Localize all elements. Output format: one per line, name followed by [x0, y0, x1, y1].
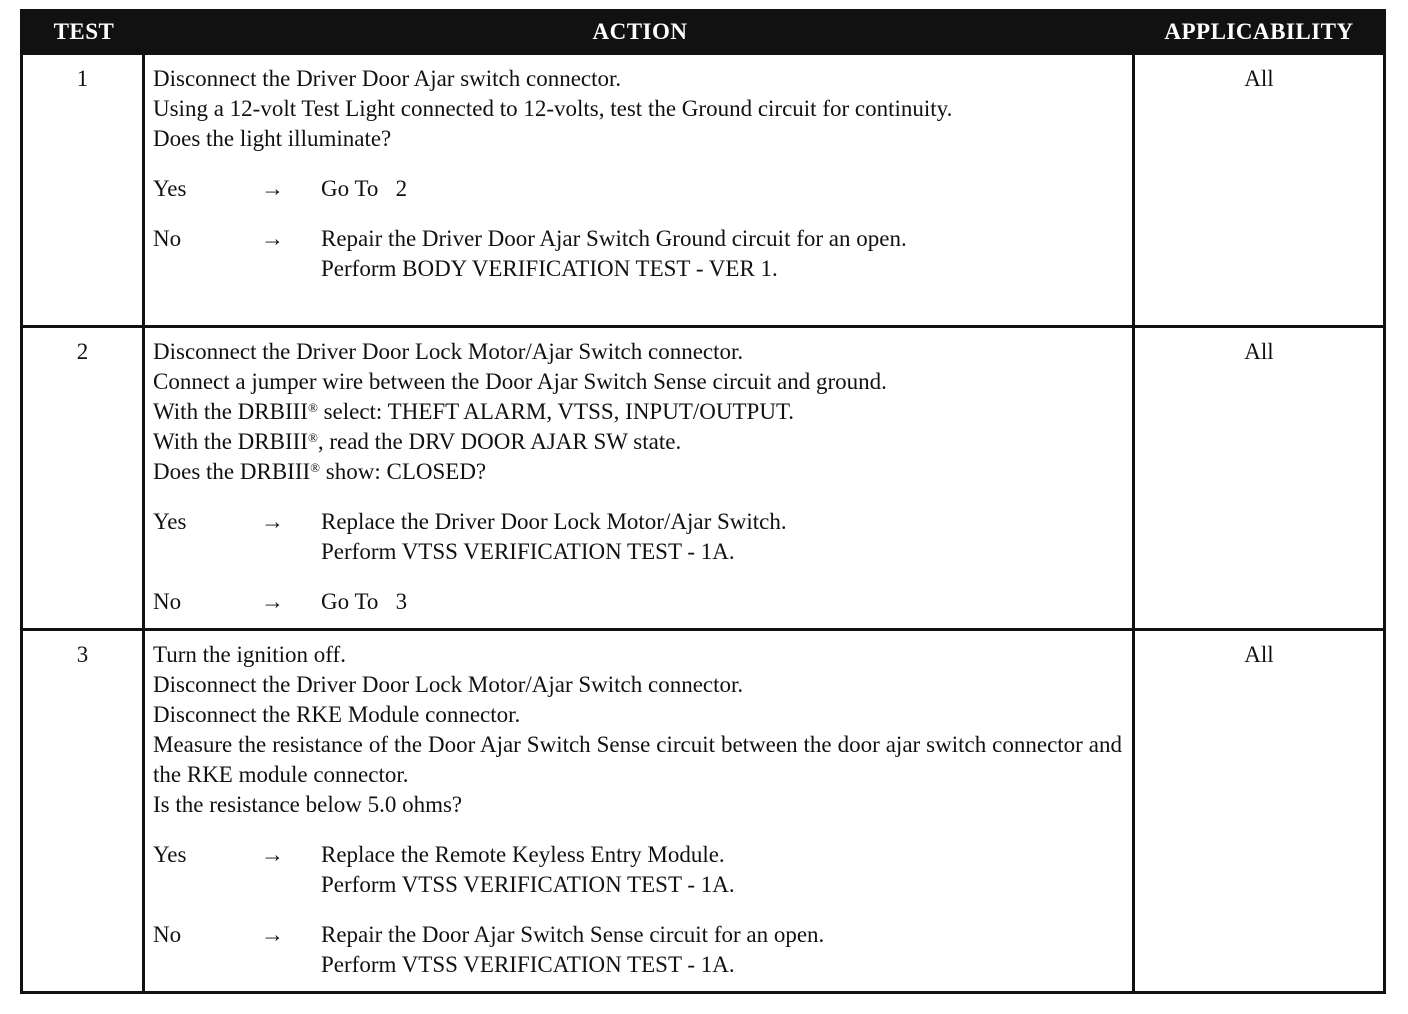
- action-step: Disconnect the Driver Door Ajar switch connector.: [153, 66, 622, 91]
- action-cell: [145, 631, 1135, 991]
- outcome-text: [321, 507, 1122, 567]
- yes-label: Yes: [153, 509, 187, 534]
- yes-outcome: [153, 174, 1122, 204]
- right-arrow-icon: →: [261, 589, 284, 614]
- outcome-line: Perform VTSS VERIFICATION TEST - 1A.: [321, 872, 735, 897]
- registered-mark: ®: [307, 430, 318, 445]
- yes-label: Yes: [153, 842, 187, 867]
- action-step: With the DRBIII®, read the DRV DOOR AJAR SW state.: [153, 429, 682, 454]
- outcome-line: Perform VTSS VERIFICATION TEST - 1A.: [321, 539, 735, 564]
- action-cell: [145, 328, 1135, 628]
- outcome-line: Repair the Driver Door Ajar Switch Ground circuit for an open.: [321, 226, 907, 251]
- action-step: Does the light illuminate?: [153, 126, 392, 151]
- yes-label: Yes: [153, 176, 187, 201]
- outcome-line: Perform VTSS VERIFICATION TEST - 1A.: [321, 952, 735, 977]
- outcome-line: Repair the Door Ajar Switch Sense circuit for an open.: [321, 922, 825, 947]
- yes-outcome: [153, 840, 1122, 900]
- right-arrow-icon: →: [261, 226, 284, 251]
- outcome-text: [321, 920, 1122, 980]
- right-arrow-icon: →: [261, 509, 284, 534]
- action-step: Connect a jumper wire between the Door Ajar Switch Sense circuit and ground.: [153, 369, 887, 394]
- no-label: No: [153, 922, 182, 947]
- diagnostic-procedure-table: [20, 9, 1386, 994]
- action-step: Is the resistance below 5.0 ohms?: [153, 792, 463, 817]
- registered-mark: ®: [310, 460, 321, 475]
- no-outcome: [153, 224, 1122, 284]
- outcome-text: [321, 587, 1122, 617]
- no-label: No: [153, 226, 182, 251]
- applicability-value: All: [1244, 339, 1274, 364]
- outcome-text: [321, 840, 1122, 900]
- action-step: Turn the ignition off.: [153, 642, 346, 667]
- outcome-line: Go To 3: [321, 589, 408, 614]
- outcomes: [153, 174, 1122, 284]
- action-cell: [145, 55, 1135, 325]
- applicability-value: All: [1244, 642, 1274, 667]
- header-applicability: APPLICABILITY: [1164, 19, 1354, 44]
- action-step: Disconnect the Driver Door Lock Motor/Ajar Switch connector.: [153, 339, 744, 364]
- outcomes: [153, 840, 1122, 980]
- action-step: Measure the resistance of the Door Ajar Switch Sense circuit between the door ajar switch connector and the RKE module connector.: [153, 732, 1122, 787]
- outcome-line: Replace the Driver Door Lock Motor/Ajar Switch.: [321, 509, 787, 534]
- table-row: [23, 325, 1383, 628]
- no-outcome: [153, 920, 1122, 980]
- outcome-line: Replace the Remote Keyless Entry Module.: [321, 842, 725, 867]
- outcome-text: [321, 224, 1122, 284]
- outcome-line: Perform BODY VERIFICATION TEST - VER 1.: [321, 256, 778, 281]
- header-action: ACTION: [592, 19, 688, 44]
- table-row: [23, 628, 1383, 991]
- action-step: Disconnect the RKE Module connector.: [153, 702, 521, 727]
- registered-mark: ®: [307, 400, 318, 415]
- right-arrow-icon: →: [261, 922, 284, 947]
- action-step: Using a 12-volt Test Light connected to 12-volts, test the Ground circuit for continuity.: [153, 96, 953, 121]
- action-step: Does the DRBIII® show: CLOSED?: [153, 459, 487, 484]
- no-outcome: [153, 587, 1122, 617]
- table-header: [23, 12, 1383, 52]
- outcome-line: Go To 2: [321, 176, 408, 201]
- table-row: [23, 52, 1383, 325]
- test-number: 3: [23, 631, 145, 991]
- action-step: With the DRBIII® select: THEFT ALARM, VTSS, INPUT/OUTPUT.: [153, 399, 795, 424]
- outcomes: [153, 507, 1122, 617]
- right-arrow-icon: →: [261, 176, 284, 201]
- applicability-value: All: [1244, 66, 1274, 91]
- test-number: 2: [23, 328, 145, 628]
- yes-outcome: [153, 507, 1122, 567]
- action-step: Disconnect the Driver Door Lock Motor/Ajar Switch connector.: [153, 672, 744, 697]
- header-test: TEST: [53, 19, 115, 44]
- right-arrow-icon: →: [261, 842, 284, 867]
- outcome-text: [321, 174, 1122, 204]
- test-number: 1: [23, 55, 145, 325]
- no-label: No: [153, 589, 182, 614]
